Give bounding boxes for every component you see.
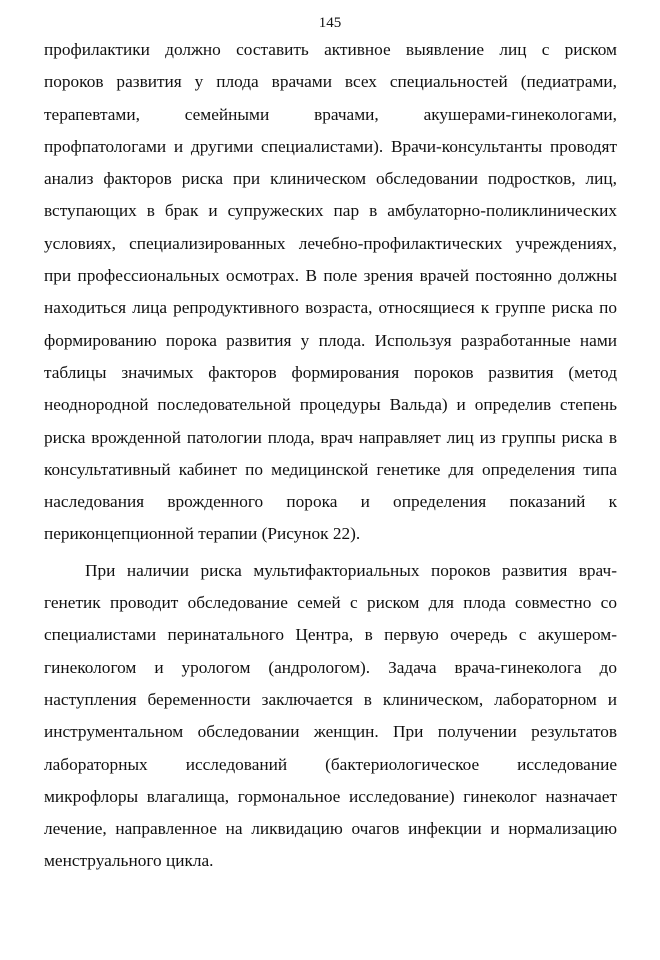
text-line: гинекологом и урологом (андрологом). Задача врача-гинеколога до [44, 657, 617, 677]
page-number: 145 [318, 15, 342, 31]
text-line: инструментальном обследовании женщин. При получении результатов [44, 722, 617, 742]
text-line: консультативный кабинет по медицинской генетике для определения типа [44, 459, 617, 479]
paragraph-2 [44, 555, 617, 878]
text-line: терапевтами, семейными врачами, акушерами-гинекологами, [44, 104, 617, 124]
text-line: При наличии риска мультифакториальных пороков развития врач- [85, 560, 617, 580]
text-line: неоднородной последовательной процедуры Вальда) и определив степень [44, 395, 617, 415]
text-line: при профессиональных осмотрах. В поле зрения врачей постоянно должны [44, 266, 617, 286]
paragraph-1 [44, 34, 617, 551]
text-line: пороков развития у плода врачами всех специальностей (педиатрами, [44, 72, 617, 92]
text-line: таблицы значимых факторов формирования пороков развития (метод [44, 362, 617, 382]
text-line: периконцепционной терапии (Рисунок 22). [44, 524, 361, 544]
text-line: профпатологами и другими специалистами). Врачи-консультанты проводят [44, 136, 617, 156]
text-line: лечение, направленное на ликвидацию очагов инфекции и нормализацию [44, 819, 617, 839]
text-line: менструального цикла. [44, 851, 214, 871]
text-line: генетик проводит обследование семей с риском для плода совместно со [44, 593, 617, 613]
text-line: профилактики должно составить активное выявление лиц с риском [44, 40, 617, 59]
text-line: лабораторных исследований (бактериологическое исследование [44, 754, 617, 774]
text-line: наследования врожденного порока и определения показаний к [44, 492, 617, 512]
text-line: риска врожденной патологии плода, врач направляет лиц из группы риска в [44, 427, 617, 447]
text-line: анализ факторов риска при клиническом обследовании подростков, лиц, [44, 169, 617, 189]
text-line: формированию порока развития у плода. Используя разработанные нами [44, 330, 617, 350]
text-line: вступающих в брак и супружеских пар в амбулаторно-поликлинических [44, 201, 617, 221]
body-text [44, 34, 617, 878]
text-line: условиях, специализированных лечебно-профилактических учреждениях, [44, 233, 617, 253]
text-line: наступления беременности заключается в клиническом, лабораторном и [44, 689, 617, 709]
text-line: микрофлоры влагалища, гормональное исследование) гинеколог назначает [44, 786, 617, 806]
text-line: находиться лица репродуктивного возраста, относящиеся к группе риска по [44, 298, 617, 318]
text-line: специалистами перинатального Центра, в первую очередь с акушером- [44, 625, 617, 645]
